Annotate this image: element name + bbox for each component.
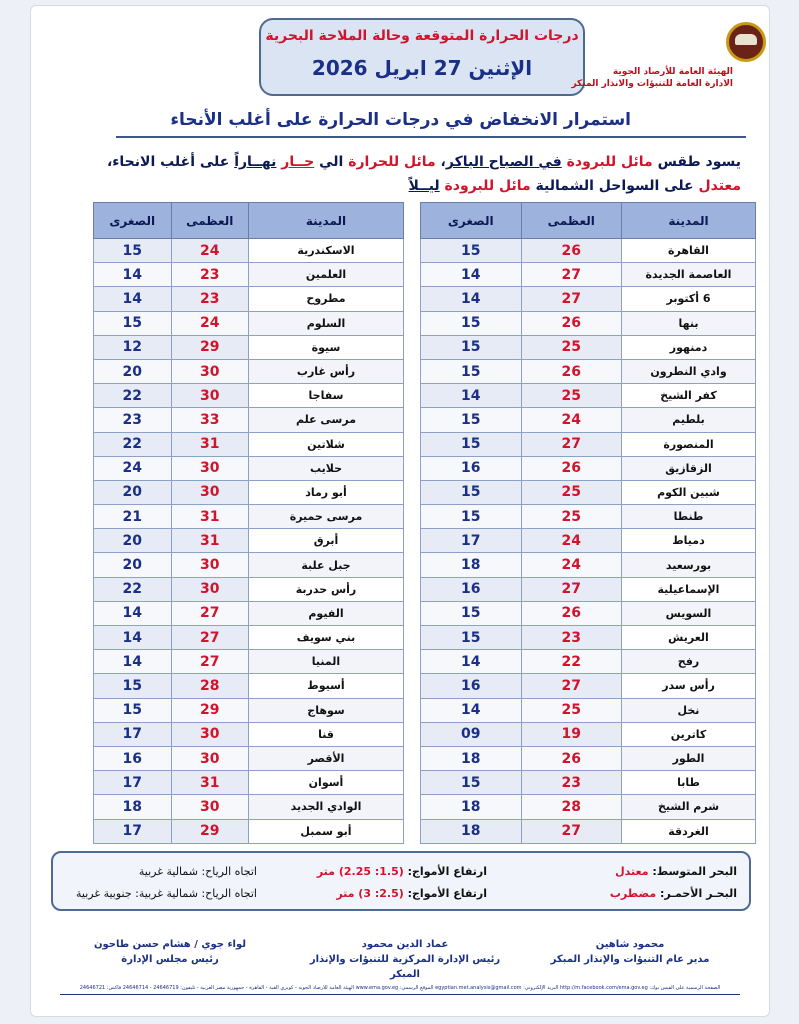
- header-max: العظمى: [171, 203, 249, 239]
- table-row: [94, 480, 404, 504]
- med-wind-label: اتجاه الرياح:: [197, 865, 257, 878]
- min-temp-cell: 16: [421, 674, 522, 698]
- desc-text: على السواحل الشمالية: [530, 178, 699, 194]
- city-cell: سيوة: [249, 335, 404, 359]
- table-row: [421, 432, 756, 456]
- organization-line1: الهيئة العامة للأرصاد الجوية: [612, 67, 733, 77]
- city-cell: أسوان: [249, 771, 404, 795]
- table-row: [421, 674, 756, 698]
- header-min: الصغرى: [421, 203, 522, 239]
- min-temp-cell: 15: [421, 480, 522, 504]
- med-wind: [139, 865, 257, 878]
- min-temp-cell: 16: [94, 746, 172, 770]
- city-cell: طنطا: [622, 505, 756, 529]
- max-temp-cell: 27: [171, 626, 249, 650]
- signature-1: [520, 937, 740, 967]
- max-temp-cell: 27: [521, 263, 622, 287]
- city-cell: الزقازيق: [622, 456, 756, 480]
- med-state-value: معتدل: [615, 865, 649, 878]
- bulletin-date: الإثنين 27 ابريل 2026: [311, 56, 533, 80]
- header-city: المدينة: [249, 203, 404, 239]
- city-cell: مرسى حميرة: [249, 505, 404, 529]
- min-temp-cell: 17: [94, 722, 172, 746]
- city-cell: وادي النطرون: [622, 359, 756, 383]
- table-row: [421, 650, 756, 674]
- min-temp-cell: 17: [421, 529, 522, 553]
- table-row: [94, 408, 404, 432]
- red-wind: [76, 887, 257, 900]
- max-temp-cell: 24: [521, 408, 622, 432]
- desc-text: على أغلب الانحاء،: [106, 154, 235, 170]
- max-temp-cell: 27: [171, 650, 249, 674]
- table-row: [421, 626, 756, 650]
- table-row: [94, 577, 404, 601]
- max-temp-cell: 27: [521, 577, 622, 601]
- red-state-value: مضطرب: [609, 887, 657, 900]
- table-row: [421, 384, 756, 408]
- max-temp-cell: 22: [521, 650, 622, 674]
- table-row: [94, 819, 404, 843]
- city-cell: العاصمة الجديدة: [622, 263, 756, 287]
- table-row: [94, 505, 404, 529]
- min-temp-cell: 14: [94, 601, 172, 625]
- table-row: [421, 263, 756, 287]
- min-temp-cell: 14: [421, 650, 522, 674]
- min-temp-cell: 14: [94, 287, 172, 311]
- red-waves-value: (2.5: 3) متر: [336, 887, 404, 900]
- table-row: [94, 674, 404, 698]
- max-temp-cell: 33: [171, 408, 249, 432]
- table-row: [421, 819, 756, 843]
- table-row: [421, 795, 756, 819]
- table-row: [421, 408, 756, 432]
- signature-3: [60, 937, 280, 967]
- min-temp-cell: 22: [94, 577, 172, 601]
- max-temp-cell: 24: [521, 553, 622, 577]
- max-temp-cell: 30: [171, 795, 249, 819]
- city-cell: السويس: [622, 601, 756, 625]
- authority-logo-icon: [726, 22, 766, 62]
- headline-divider: [116, 136, 746, 138]
- desc-highlight: مائل للبرودة: [439, 178, 531, 194]
- city-cell: مرسى علم: [249, 408, 404, 432]
- table-header-row: [421, 203, 756, 239]
- med-waves: [317, 865, 487, 878]
- med-label: البحر المتوسط:: [648, 865, 737, 878]
- desc-text: الي: [314, 154, 349, 170]
- table-row: [421, 287, 756, 311]
- max-temp-cell: 25: [521, 384, 622, 408]
- header-min: الصغرى: [94, 203, 172, 239]
- city-cell: حلايب: [249, 456, 404, 480]
- city-cell: جبل علبة: [249, 553, 404, 577]
- min-temp-cell: 14: [421, 384, 522, 408]
- signature-2: [295, 937, 515, 982]
- table-row: [421, 456, 756, 480]
- med-waves-label: ارتفاع الأمواج:: [403, 865, 487, 878]
- max-temp-cell: 27: [521, 674, 622, 698]
- city-cell: مطروح: [249, 287, 404, 311]
- table-row: [421, 746, 756, 770]
- city-cell: الأقصر: [249, 746, 404, 770]
- city-cell: دمنهور: [622, 335, 756, 359]
- table-row: [421, 722, 756, 746]
- desc-text: يسود طقس: [652, 154, 741, 170]
- min-temp-cell: 16: [421, 577, 522, 601]
- city-cell: المنيا: [249, 650, 404, 674]
- max-temp-cell: 25: [521, 480, 622, 504]
- table-row: [94, 722, 404, 746]
- med-wind-value: شمالية غربية: [138, 865, 198, 878]
- city-cell: الوادي الجديد: [249, 795, 404, 819]
- red-state: [610, 887, 737, 900]
- max-temp-cell: 26: [521, 359, 622, 383]
- header-max: العظمى: [521, 203, 622, 239]
- table-row: [94, 626, 404, 650]
- city-cell: شبين الكوم: [622, 480, 756, 504]
- desc-underline: في الصباح الباكر: [445, 154, 562, 170]
- min-temp-cell: 17: [94, 819, 172, 843]
- max-temp-cell: 31: [171, 432, 249, 456]
- min-temp-cell: 18: [94, 795, 172, 819]
- signatures: [60, 937, 740, 980]
- city-cell: رأس غارب: [249, 359, 404, 383]
- desc-highlight: حــار: [281, 154, 315, 170]
- table-row: [94, 795, 404, 819]
- min-temp-cell: 15: [421, 505, 522, 529]
- bulletin-title: درجات الحرارة المتوقعة وحالة الملاحة البحرية: [265, 28, 579, 44]
- max-temp-cell: 19: [521, 722, 622, 746]
- max-temp-cell: 30: [171, 722, 249, 746]
- city-cell: الطور: [622, 746, 756, 770]
- table-row: [94, 601, 404, 625]
- max-temp-cell: 27: [521, 432, 622, 456]
- red-waves: [336, 887, 487, 900]
- city-cell: 6 أكتوبر: [622, 287, 756, 311]
- table-row: [94, 553, 404, 577]
- table-row: [94, 650, 404, 674]
- signature-name: لواء جوي / هشام حسن طاحون: [93, 939, 247, 950]
- table-row: [421, 771, 756, 795]
- min-temp-cell: 20: [94, 529, 172, 553]
- med-waves-value: (1.5: 2.25) متر: [316, 865, 404, 878]
- min-temp-cell: 24: [94, 456, 172, 480]
- city-cell: الإسماعيلية: [622, 577, 756, 601]
- title-box: [259, 18, 585, 96]
- city-cell: بلطيم: [622, 408, 756, 432]
- city-cell: الاسكندرية: [249, 239, 404, 263]
- min-temp-cell: 14: [94, 626, 172, 650]
- city-cell: كفر الشيخ: [622, 384, 756, 408]
- min-temp-cell: 14: [94, 650, 172, 674]
- min-temp-cell: 20: [94, 480, 172, 504]
- city-cell: الغردقة: [622, 819, 756, 843]
- max-temp-cell: 25: [521, 505, 622, 529]
- min-temp-cell: 17: [94, 771, 172, 795]
- max-temp-cell: 23: [171, 263, 249, 287]
- max-temp-cell: 26: [521, 601, 622, 625]
- max-temp-cell: 24: [171, 311, 249, 335]
- min-temp-cell: 23: [94, 408, 172, 432]
- desc-underline: ليــلاً: [408, 178, 440, 194]
- max-temp-cell: 27: [171, 601, 249, 625]
- city-cell: المنصورة: [622, 432, 756, 456]
- red-wind-value: شمالية غربية: جنوبية غربية: [75, 887, 198, 900]
- max-temp-cell: 28: [171, 674, 249, 698]
- table-row: [421, 601, 756, 625]
- max-temp-cell: 23: [521, 771, 622, 795]
- min-temp-cell: 12: [94, 335, 172, 359]
- table-row: [94, 263, 404, 287]
- city-cell: رفح: [622, 650, 756, 674]
- marine-conditions-box: [51, 851, 751, 911]
- city-cell: بنها: [622, 311, 756, 335]
- desc-highlight: مائل للبرودة: [561, 154, 653, 170]
- max-temp-cell: 31: [171, 529, 249, 553]
- description-line1: [106, 150, 741, 174]
- red-label: البحـر الأحمـر:: [656, 887, 737, 900]
- min-temp-cell: 15: [421, 311, 522, 335]
- city-cell: أبو سمبل: [249, 819, 404, 843]
- min-temp-cell: 15: [94, 698, 172, 722]
- temperature-table-left: [93, 202, 404, 844]
- max-temp-cell: 24: [171, 239, 249, 263]
- max-temp-cell: 26: [521, 239, 622, 263]
- table-row: [94, 698, 404, 722]
- organization-name: [571, 66, 733, 90]
- max-temp-cell: 29: [171, 335, 249, 359]
- max-temp-cell: 23: [171, 287, 249, 311]
- weather-description: [106, 150, 741, 198]
- table-row: [421, 359, 756, 383]
- min-temp-cell: 09: [421, 722, 522, 746]
- min-temp-cell: 14: [421, 698, 522, 722]
- max-temp-cell: 30: [171, 359, 249, 383]
- signature-title: مدير عام التنبؤات والإنذار المبكر: [550, 954, 710, 965]
- min-temp-cell: 16: [421, 456, 522, 480]
- city-cell: سفاجا: [249, 384, 404, 408]
- temperature-table-right: [420, 202, 756, 844]
- city-cell: سوهاج: [249, 698, 404, 722]
- header-city: المدينة: [622, 203, 756, 239]
- min-temp-cell: 22: [94, 384, 172, 408]
- max-temp-cell: 23: [521, 626, 622, 650]
- red-waves-label: ارتفاع الأمواج:: [403, 887, 487, 900]
- city-cell: دمياط: [622, 529, 756, 553]
- city-cell: رأس حدربة: [249, 577, 404, 601]
- table-row: [94, 529, 404, 553]
- max-temp-cell: 30: [171, 456, 249, 480]
- min-temp-cell: 20: [94, 359, 172, 383]
- max-temp-cell: 26: [521, 311, 622, 335]
- city-cell: أبو رماد: [249, 480, 404, 504]
- max-temp-cell: 29: [171, 698, 249, 722]
- table-row: [421, 311, 756, 335]
- city-cell: شرم الشيخ: [622, 795, 756, 819]
- max-temp-cell: 28: [521, 795, 622, 819]
- min-temp-cell: 15: [94, 311, 172, 335]
- med-state: [615, 865, 737, 878]
- min-temp-cell: 15: [94, 674, 172, 698]
- red-wind-label: اتجاه الرياح:: [197, 887, 257, 900]
- min-temp-cell: 21: [94, 505, 172, 529]
- min-temp-cell: 15: [421, 771, 522, 795]
- min-temp-cell: 15: [421, 408, 522, 432]
- table-header-row: [94, 203, 404, 239]
- signature-name: عماد الدين محمود: [361, 939, 449, 950]
- city-cell: أبرق: [249, 529, 404, 553]
- city-cell: السلوم: [249, 311, 404, 335]
- signature-title: رئيس مجلس الإدارة: [121, 954, 219, 965]
- table-row: [421, 505, 756, 529]
- min-temp-cell: 15: [421, 335, 522, 359]
- table-row: [94, 335, 404, 359]
- table-row: [421, 529, 756, 553]
- max-temp-cell: 30: [171, 746, 249, 770]
- city-cell: القاهرة: [622, 239, 756, 263]
- max-temp-cell: 31: [171, 771, 249, 795]
- city-cell: نخل: [622, 698, 756, 722]
- table-row: [94, 359, 404, 383]
- table-row: [94, 239, 404, 263]
- min-temp-cell: 14: [94, 263, 172, 287]
- min-temp-cell: 18: [421, 795, 522, 819]
- min-temp-cell: 14: [421, 287, 522, 311]
- max-temp-cell: 25: [521, 335, 622, 359]
- table-row: [421, 480, 756, 504]
- min-temp-cell: 18: [421, 819, 522, 843]
- desc-highlight: معتدل: [698, 178, 741, 194]
- max-temp-cell: 30: [171, 553, 249, 577]
- desc-underline: نهــاراً: [234, 154, 277, 170]
- city-cell: العريش: [622, 626, 756, 650]
- max-temp-cell: 26: [521, 746, 622, 770]
- max-temp-cell: 30: [171, 384, 249, 408]
- city-cell: رأس سدر: [622, 674, 756, 698]
- table-row: [421, 698, 756, 722]
- min-temp-cell: 15: [421, 601, 522, 625]
- table-row: [94, 384, 404, 408]
- table-row: [421, 577, 756, 601]
- table-row: [421, 335, 756, 359]
- city-cell: طابا: [622, 771, 756, 795]
- min-temp-cell: 22: [94, 432, 172, 456]
- desc-highlight: مائل للحرارة: [348, 154, 436, 170]
- max-temp-cell: 24: [521, 529, 622, 553]
- table-row: [94, 432, 404, 456]
- contact-footer: الصفحة الرسمية على الفيس بوك: http://m.facebook.com/ema.gov.eg البريد الإلكتروني: egyptian.met.analysis@gmail.com الموقع الرسمي: www.ema.gov.eg الهيئة العامة للأرصاد الجوية - كوبري القبة - القاهرة - جمهورية مصر العربية - تليفون: 24646719 - 24646714 فاكس: 24646721: [79, 985, 721, 991]
- city-cell: كاترين: [622, 722, 756, 746]
- max-temp-cell: 30: [171, 480, 249, 504]
- min-temp-cell: 18: [421, 553, 522, 577]
- headline: استمرار الانخفاض في درجات الحرارة على أغلب الأنحاء: [170, 110, 631, 130]
- footer-divider: [60, 994, 740, 995]
- description-line2: [121, 174, 741, 198]
- signature-name: محمود شاهين: [595, 939, 665, 950]
- city-cell: أسيوط: [249, 674, 404, 698]
- max-temp-cell: 26: [521, 456, 622, 480]
- min-temp-cell: 15: [421, 239, 522, 263]
- min-temp-cell: 18: [421, 746, 522, 770]
- table-row: [421, 553, 756, 577]
- max-temp-cell: 31: [171, 505, 249, 529]
- min-temp-cell: 14: [421, 263, 522, 287]
- city-cell: الفيوم: [249, 601, 404, 625]
- min-temp-cell: 15: [94, 239, 172, 263]
- city-cell: قنا: [249, 722, 404, 746]
- desc-text: ،: [435, 154, 446, 170]
- min-temp-cell: 15: [421, 432, 522, 456]
- max-temp-cell: 27: [521, 819, 622, 843]
- table-row: [94, 456, 404, 480]
- table-row: [94, 287, 404, 311]
- city-cell: بورسعيد: [622, 553, 756, 577]
- min-temp-cell: 15: [421, 359, 522, 383]
- max-temp-cell: 30: [171, 577, 249, 601]
- signature-title: رئيس الإدارة المركزية للتنبؤات والإنذار المبكر: [309, 954, 501, 980]
- table-row: [94, 746, 404, 770]
- city-cell: شلاتين: [249, 432, 404, 456]
- max-temp-cell: 27: [521, 287, 622, 311]
- max-temp-cell: 25: [521, 698, 622, 722]
- organization-line2: الادارة العامة للتنبؤات والانذار المبكر: [571, 79, 733, 89]
- min-temp-cell: 15: [421, 626, 522, 650]
- table-row: [94, 311, 404, 335]
- city-cell: بني سويف: [249, 626, 404, 650]
- min-temp-cell: 20: [94, 553, 172, 577]
- max-temp-cell: 29: [171, 819, 249, 843]
- table-row: [421, 239, 756, 263]
- city-cell: العلمين: [249, 263, 404, 287]
- table-row: [94, 771, 404, 795]
